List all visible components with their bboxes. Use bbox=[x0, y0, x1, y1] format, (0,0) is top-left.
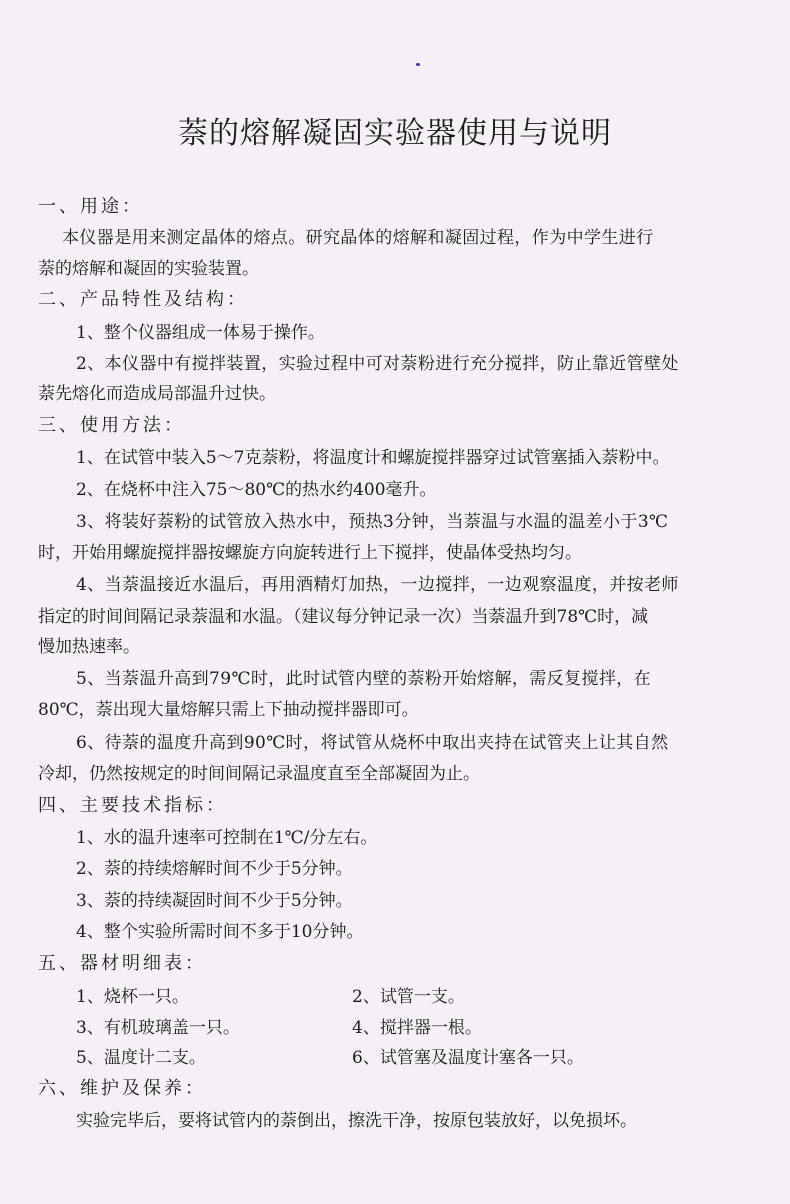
usage-item-3-line-1: 3、将装好萘粉的试管放入热水中，预热3分钟，当萘温与水温的温差小于3℃ bbox=[76, 512, 669, 532]
section-heading-materials: 五、器材明细表： bbox=[38, 953, 206, 974]
section-heading-purpose: 一、用途： bbox=[38, 196, 143, 217]
materials-item-1: 1、烧杯一只。 bbox=[76, 987, 189, 1007]
usage-item-1: 1、在试管中装入5～7克萘粉，将温度计和螺旋搅拌器穿过试管塞插入萘粉中。 bbox=[76, 448, 670, 468]
usage-item-2: 2、在烧杯中注入75～80℃的热水约400毫升。 bbox=[76, 480, 437, 500]
materials-item-2: 2、试管一支。 bbox=[352, 987, 465, 1007]
usage-item-6-line-1: 6、待萘的温度升高到90℃时，将试管从烧杯中取出夹持在试管夹上让其自然 bbox=[76, 733, 669, 753]
specs-item-2: 2、萘的持续熔解时间不少于5分钟。 bbox=[76, 859, 353, 879]
features-item-1: 1、整个仪器组成一体易于操作。 bbox=[76, 323, 325, 343]
usage-item-3-line-2: 时，开始用螺旋搅拌器按螺旋方向旋转进行上下搅拌，使晶体受热均匀。 bbox=[38, 543, 582, 563]
features-item-2-line-2: 萘先熔化而造成局部温升过快。 bbox=[38, 384, 276, 404]
section-heading-features: 二、产品特性及结构： bbox=[38, 289, 248, 310]
materials-item-4: 4、搅拌器一根。 bbox=[352, 1018, 482, 1038]
purpose-text-line-2: 萘的熔解和凝固的实验装置。 bbox=[38, 259, 259, 279]
purpose-text-line-1: 本仪器是用来测定晶体的熔点。研究晶体的熔解和凝固过程，作为中学生进行 bbox=[62, 228, 654, 248]
usage-item-5-line-1: 5、当萘温升高到79℃时，此时试管内壁的萘粉开始熔解，需反复搅拌，在 bbox=[76, 669, 652, 689]
materials-item-5: 5、温度计二支。 bbox=[76, 1048, 206, 1068]
materials-item-6: 6、试管塞及温度计塞各一只。 bbox=[352, 1048, 584, 1068]
usage-item-4-line-2: 指定的时间间隔记录萘温和水温。（建议每分钟记录一次）当萘温升到78℃时，减 bbox=[38, 607, 649, 627]
usage-item-5-line-2: 80℃，萘出现大量熔解只需上下抽动搅拌器即可。 bbox=[38, 700, 419, 720]
specs-item-4: 4、整个实验所需时间不多于10分钟。 bbox=[76, 922, 364, 942]
ink-speck bbox=[416, 63, 420, 66]
specs-item-1: 1、水的温升速率可控制在1℃/分左右。 bbox=[76, 828, 378, 848]
section-heading-specs: 四、主要技术指标： bbox=[38, 795, 227, 816]
usage-item-4-line-1: 4、当萘温接近水温后，再用酒精灯加热，一边搅拌，一边观察温度，并按老师 bbox=[76, 575, 679, 595]
usage-item-4-line-3: 慢加热速率。 bbox=[38, 637, 140, 657]
features-item-2-line-1: 2、本仪器中有搅拌装置，实验过程中可对萘粉进行充分搅拌，防止靠近管壁处 bbox=[76, 354, 679, 374]
maintenance-text: 实验完毕后，要将试管内的萘倒出，擦洗干净，按原包装放好，以免损坏。 bbox=[76, 1111, 637, 1131]
section-heading-maintenance: 六、维护及保养： bbox=[38, 1078, 206, 1099]
specs-item-3: 3、萘的持续凝固时间不少于5分钟。 bbox=[76, 891, 353, 911]
materials-item-3: 3、有机玻璃盖一只。 bbox=[76, 1018, 240, 1038]
section-heading-usage: 三、使用方法： bbox=[38, 415, 185, 436]
usage-item-6-line-2: 冷却，仍然按规定的时间间隔记录温度直至全部凝固为止。 bbox=[38, 764, 480, 784]
document-title: 萘的熔解凝固实验器使用与说明 bbox=[178, 116, 612, 151]
